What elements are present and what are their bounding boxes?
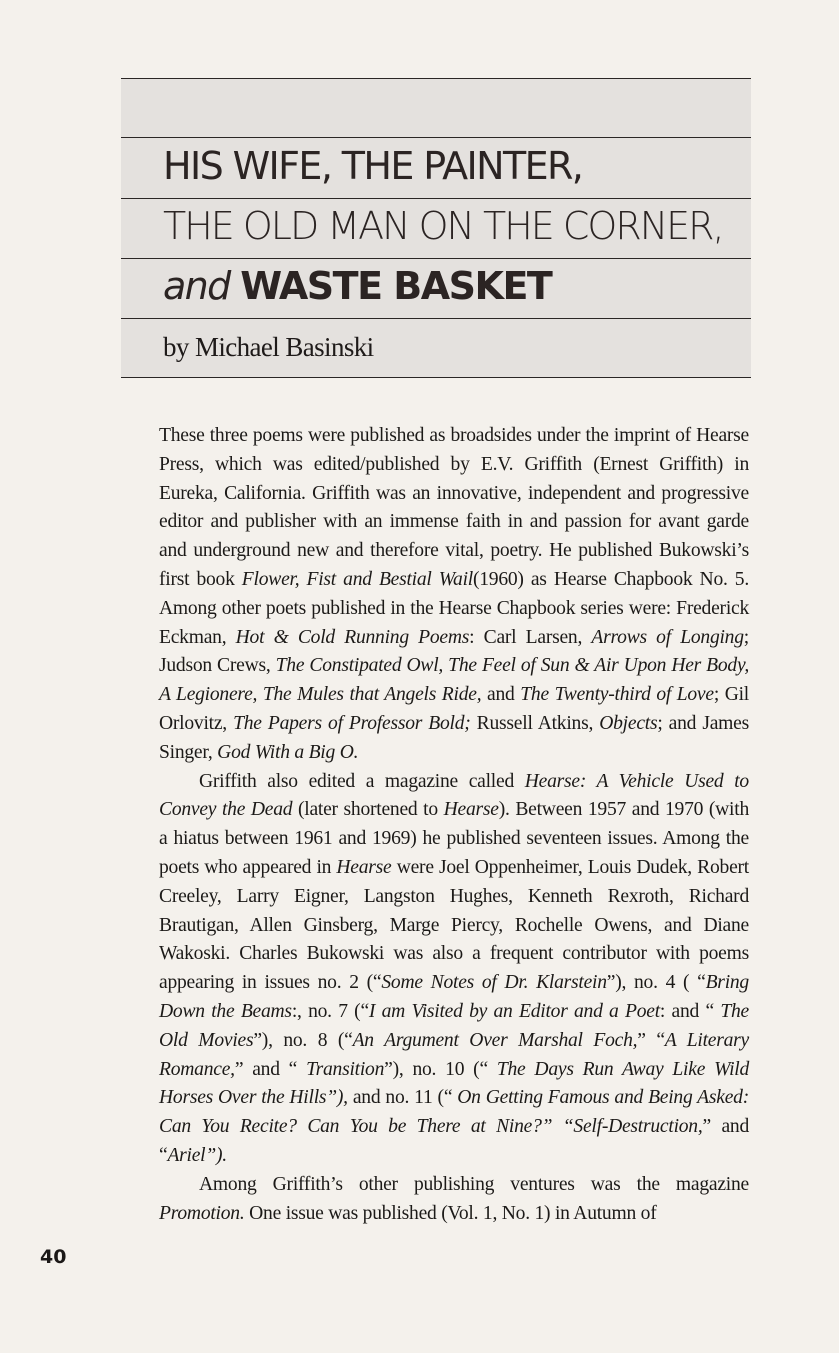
italic-title: The Days Run Away Like Wild Horses Over the Hills”), [159, 1058, 750, 1109]
text-run: ; Judson Crews, [159, 626, 749, 677]
italic-title: God With a Big O. [217, 741, 359, 763]
italic-title: Some Notes of Dr. Klarstein [381, 972, 607, 994]
text-run: :, no. 7 (“ [291, 1000, 369, 1022]
title-block [121, 78, 751, 378]
text-run: Russell Atkins, [470, 712, 600, 734]
italic-title: The Papers of Professor Bold; [233, 712, 471, 734]
text-run: ” “ [637, 1029, 665, 1051]
italic-title: Hot & Cold Running Poems [235, 626, 470, 648]
text-run: These three poems were published as broadsides under the imprint of Hearse Press, which was edited/published by E.V. Griffith (Ernest Griffith) in Eureka, California. Griffith was an innovative, independent and progressive editor and publisher with an immense faith in and passion for avant garde and underground new and therefore vital, poetry. He published Bukowski’s first book [159, 425, 749, 590]
text-run: and [481, 684, 521, 706]
italic-title: The Constipated Owl, The Feel of Sun & Air Upon Her Body, A Legionere, The Mules that Angels Ride, [159, 655, 749, 706]
title-and: and [163, 264, 230, 308]
text-run: Among Griffith’s other publishing ventures was the magazine [199, 1173, 749, 1195]
italic-title: Promotion. [159, 1202, 245, 1224]
text-run: ”), no. 8 (“ [253, 1029, 353, 1051]
article-body [159, 422, 749, 1228]
title-line-1: HIS WIFE, THE PAINTER, [163, 144, 583, 188]
text-run: Griffith also edited a magazine called [199, 770, 525, 792]
text-run: ; and James Singer, [159, 712, 749, 763]
text-run: (1960) as Hearse Chapbook No. 5. Among other poets published in the Hearse Chapbook series were: Frederick Eckman, [159, 568, 749, 648]
italic-title: Bring Down the Beams [159, 972, 749, 1022]
italic-title: Hearse: A Vehicle Used to Convey the Dead [159, 770, 749, 821]
italic-title: I am Visited by an Editor and a Poet [368, 1000, 660, 1022]
title-waste-basket: WASTE BASKET [240, 264, 552, 308]
title-line-2: THE OLD MAN ON THE CORNER, [163, 204, 723, 248]
italic-title: Transition [306, 1058, 385, 1080]
paragraph [159, 422, 749, 768]
text-run: ” and “ [234, 1058, 307, 1080]
text-run: and no. 11 (“ [347, 1087, 458, 1109]
italic-title: Flower, Fist and Bestial Wail [241, 568, 473, 590]
italic-title: A Literary Romance, [159, 1029, 749, 1080]
title-rule [121, 318, 751, 319]
italic-title: On Getting Famous and Being Asked: Can You Recite? Can You be There at Nine?” “Self-Destruction, [159, 1087, 749, 1138]
title-rule [121, 198, 751, 199]
text-run: ” and “ [159, 1116, 749, 1166]
italic-title: Ariel”). [167, 1144, 227, 1166]
byline: by Michael Basinski [163, 332, 374, 362]
title-rule [121, 137, 751, 138]
text-run: ”), no. 10 (“ [384, 1058, 497, 1080]
italic-title: The Twenty-third of Love [520, 684, 714, 706]
text-run: (later shortened to [292, 799, 444, 821]
italic-title: The Old Movies [159, 1000, 749, 1051]
italic-title: An Argument Over Marshal Foch, [352, 1029, 638, 1051]
italic-title: Hearse [336, 856, 392, 878]
title-rule [121, 78, 751, 79]
title-rule [121, 377, 751, 378]
text-run: : and “ [659, 1000, 721, 1022]
italic-title: Hearse [443, 799, 499, 821]
italic-title: Arrows of Longing [591, 626, 744, 648]
text-run: One issue was published (Vol. 1, No. 1) in Autumn of [244, 1202, 657, 1224]
paragraph [159, 768, 749, 1171]
text-run: ). Between 1957 and 1970 (with a hiatus between 1961 and 1969) he published seventeen issues. Among the poets who appeared in [159, 799, 749, 878]
text-run: : Carl Larsen, [469, 626, 592, 648]
text-run: were Joel Oppenheimer, Louis Dudek, Robert Creeley, Larry Eigner, Langston Hughes, Kenneth Rexroth, Richard Brautigan, Allen Ginsberg, Marge Piercy, Rochelle Owens, and Diane Wakoski. Charles Bukowski was also a frequent contributor with poems appearing in issues no. 2 (“ [159, 856, 750, 994]
text-run: ; Gil Orlovitz, [159, 684, 749, 734]
italic-title: Objects [599, 712, 658, 734]
title-line-3 [163, 264, 551, 308]
paragraph [159, 1171, 749, 1229]
text-run: ”), no. 4 ( “ [606, 972, 706, 994]
page-number: 40 [40, 1246, 67, 1268]
title-rule [121, 258, 751, 259]
